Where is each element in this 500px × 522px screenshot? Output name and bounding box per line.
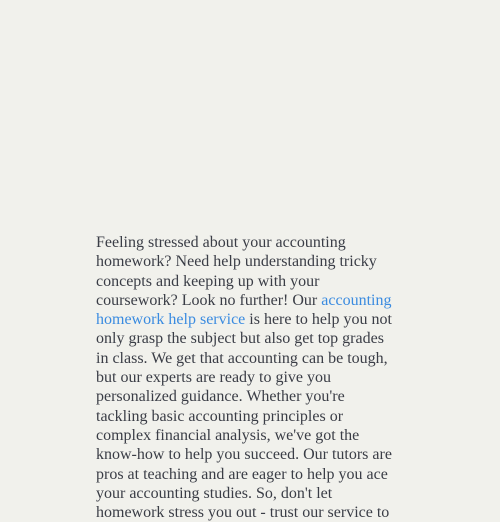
accounting-homework-help-link[interactable]: accounting homework help service (96, 291, 392, 329)
paragraph-text-before-link: Feeling stressed about your accounting homework? Need help understanding tricky concepts and keeping up with your coursework? Look no further! Our (96, 234, 377, 309)
article-paragraph (96, 233, 392, 522)
paragraph-text-after-link: is here to help you not only grasp the subject but also get top grades in class. We get that accounting can be tough, but our experts are ready to give you personalized guidance. Whether you're tackling basic accounting principles or complex financial analysis, we've got the know-how to help you succeed. Our tutors are pros at teaching and are eager to help you ace your accounting studies. So, don't let homework stress you out - trust our service to (96, 311, 392, 522)
